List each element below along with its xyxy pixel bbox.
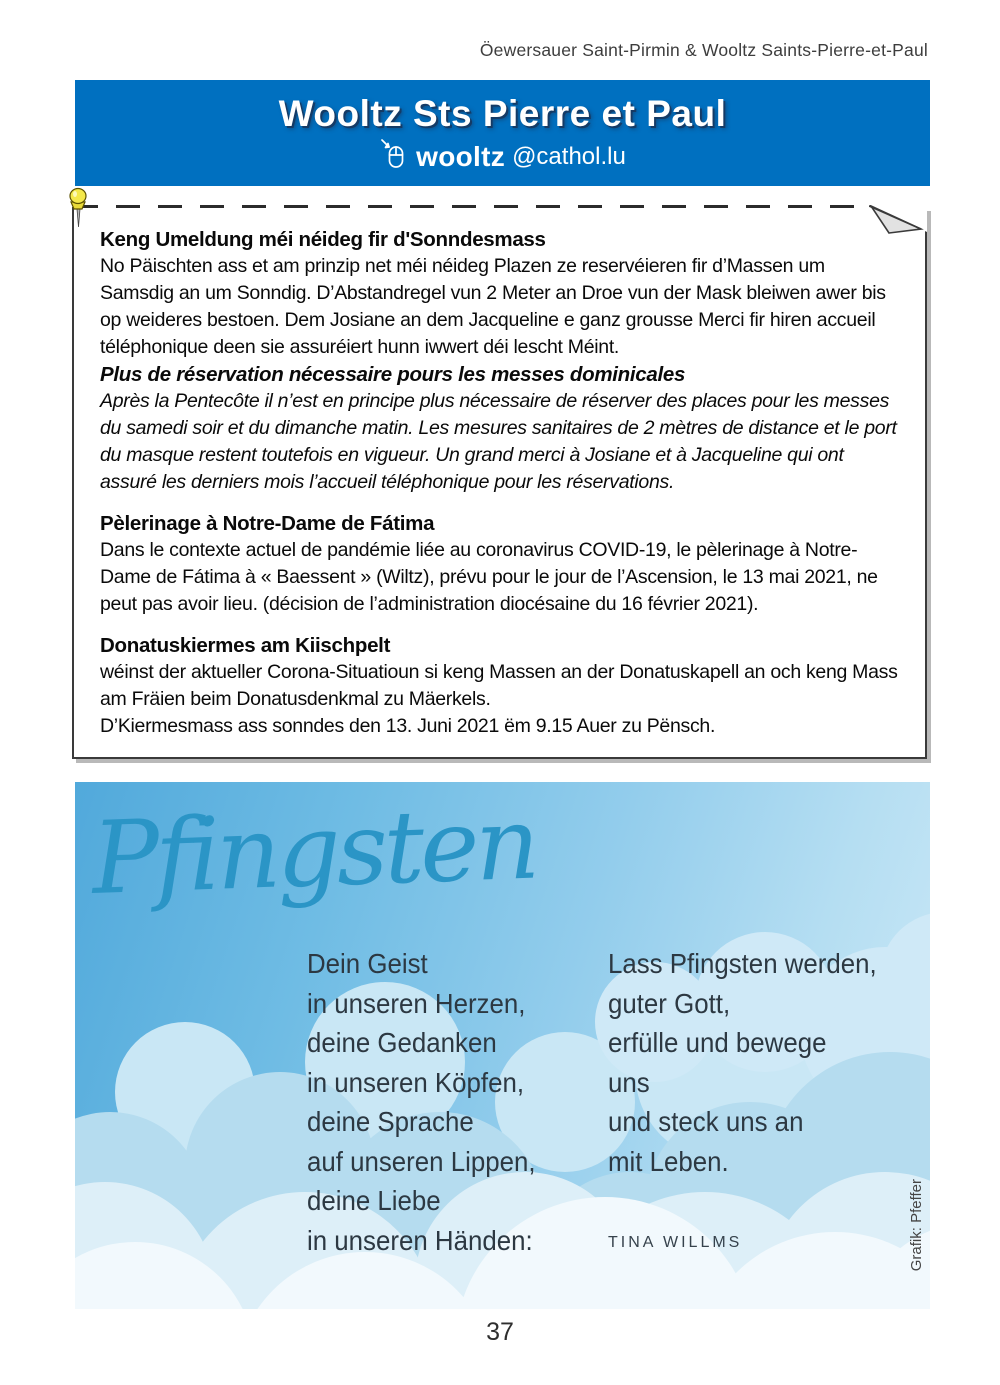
poem-line: deine Sprache: [307, 1106, 474, 1137]
page-header: Öewersauer Saint-Pirmin & Wooltz Saints-Pierre-et-Paul: [479, 40, 928, 60]
poem-line: in unseren Herzen,: [307, 987, 526, 1019]
parish-banner: [75, 80, 930, 186]
email-user: wooltz: [416, 140, 506, 172]
poem-line: in unseren Händen:: [307, 1224, 533, 1256]
poem-line: Lass Pfingsten werden,: [608, 948, 877, 979]
dashed-top-border: [74, 205, 869, 208]
poem-right-column: [608, 944, 877, 1181]
section-body: D’Kiermesmass ass sonndes den 13. Juni 2021 ëm 9.15 Auer zu Pënsch.: [100, 715, 716, 737]
section-body: Après la Pentecôte il n’est en principe plus nécessaire de réserver des places pour les messes du samedi soir et du dimanche matin. Les mesures sanitaires de 2 mètres de distance et le port du masque restent toutefois en vigueur. Un grand merci à Josiane et à Jacqueline qui ont assuré les derniers mois l’accueil téléphonique pour les réservations.: [100, 390, 897, 493]
section-heading: Plus de réservation nécessaire pours les messes dominicales: [100, 363, 686, 386]
poem-line: deine Liebe: [307, 1185, 441, 1216]
cloud-layer-frontmost: [75, 1242, 255, 1309]
graphic-credit: Grafik: Pfeffer: [908, 1178, 925, 1271]
notice-section: [100, 632, 901, 740]
notice-section: [100, 226, 901, 361]
section-body: Dans le contexte actuel de pandémie liée au coronavirus COVID-19, le pèlerinage à Notre-Dame de Fátima à « Baessent » (Wiltz), prévu pour le jour de l’Ascension, le 13 mai 2021, ne peut pas avoir lieu. (décision de l’administration diocésaine du 16 février 2021).: [100, 539, 878, 615]
poem-line: uns: [608, 1066, 650, 1098]
notice-content: [74, 207, 925, 740]
poem-author: TINA WILLMS: [608, 1234, 743, 1251]
pfingsten-graphic: [75, 782, 930, 1309]
section-body: wéinst der aktueller Corona-Situatioun si keng Massen an der Donatuskapell an och keng Mass am Fräien beim Donatusdenkmal zu Mäerkels.: [100, 661, 898, 710]
poem-line: auf unseren Lippen,: [307, 1145, 536, 1177]
poem-line: erfülle und bewege: [608, 1027, 827, 1058]
notice-card: [72, 207, 927, 759]
page-number: 37: [486, 1318, 514, 1346]
notice-section: [100, 361, 901, 496]
banner-email: [75, 138, 930, 175]
pushpin-icon: [64, 187, 92, 235]
poem-line: Dein Geist: [307, 948, 428, 979]
poem-line: und steck uns an: [608, 1106, 804, 1137]
section-heading: Keng Umeldung méi néideg fir d'Sonndesmass: [100, 228, 546, 251]
mouse-click-icon: [379, 138, 409, 175]
email-domain: @cathol.lu: [512, 142, 626, 170]
poem-line: deine Gedanken: [307, 1027, 497, 1058]
folded-corner-icon: [869, 205, 927, 235]
section-heading: Donatuskiermes am Kiischpelt: [100, 634, 391, 657]
poem-line: guter Gott,: [608, 987, 731, 1019]
poem-line: in unseren Köpfen,: [307, 1066, 525, 1098]
section-body: No Päischten ass et am prinzip net méi néideg Plazen ze reservéieren fir d’Massen um Samsdig an um Sonndig. D’Abstandregel vun 2 Meter an Droe vun der Mask bleiwen awer bis op weideres bestoen. Dem Josiane an dem Jacqueline e ganz grousse Merci fir hiren accueil téléphonique deen sie assuréiert hunn iwwert déi lescht Méint.: [100, 255, 886, 358]
notice-section: [100, 510, 901, 618]
section-heading: Pèlerinage à Notre-Dame de Fátima: [100, 512, 435, 535]
poem-line: mit Leben.: [608, 1145, 729, 1177]
pfingsten-title: Pfingsten: [90, 784, 538, 917]
banner-title: Wooltz Sts Pierre et Paul: [278, 93, 727, 134]
poem-left-column: [307, 944, 536, 1260]
